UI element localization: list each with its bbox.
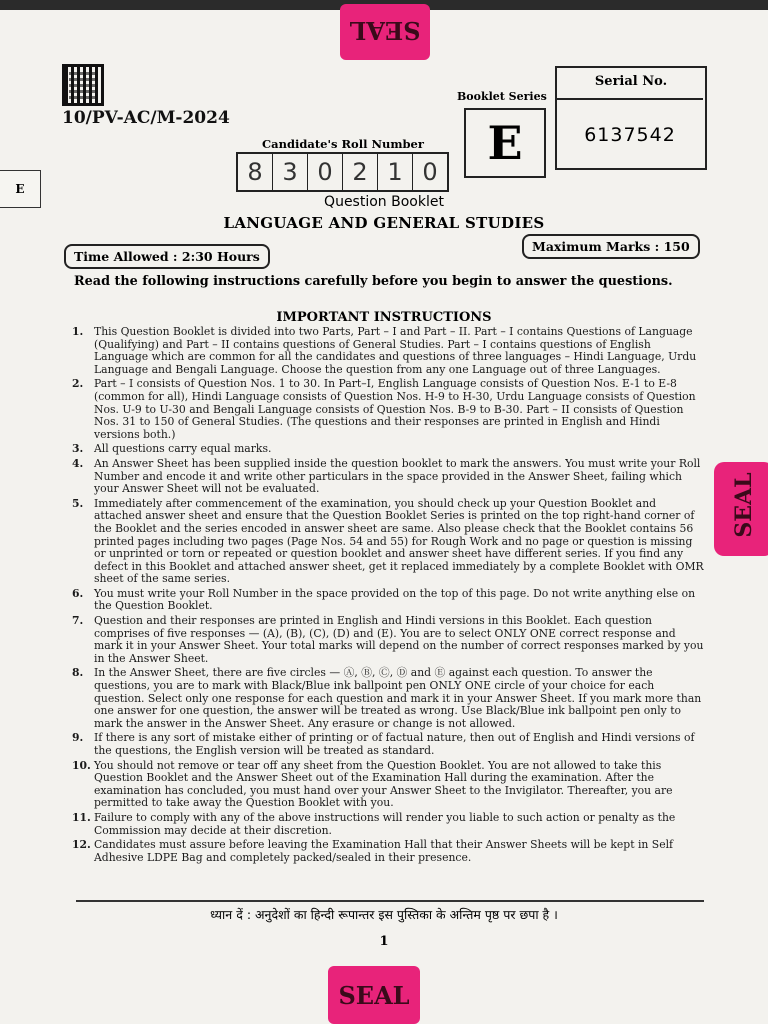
instruction-item	[72, 812, 704, 837]
instruction-text: If there is any sort of mistake either of printing or of factual nature, then out of English and Hindi versions of the questions, the English version will be treated as standard.	[94, 731, 695, 757]
instructions-heading: IMPORTANT INSTRUCTIONS	[276, 310, 492, 325]
serial-number-box	[555, 66, 707, 170]
instruction-item	[72, 378, 704, 441]
instruction-item	[72, 498, 704, 586]
instruction-number: 8.	[72, 666, 84, 680]
booklet-code: 10/PV-AC/M-2024	[62, 108, 230, 128]
instruction-number: 6.	[72, 586, 84, 600]
roll-number-label: Candidate's Roll Number	[262, 137, 424, 151]
instruction-number: 10.	[72, 758, 91, 772]
instruction-item	[72, 667, 704, 730]
instructions-list	[72, 326, 704, 866]
read-instructions-line: Read the following instructions carefully before you begin to answer the questions.	[74, 274, 673, 289]
serial-label: Serial No.	[594, 74, 668, 89]
seal-sticker-bottom: SEAL	[328, 966, 420, 1024]
instruction-item	[72, 732, 704, 757]
instruction-text: Failure to comply with any of the above instructions will render you liable to such action or penalty as the Commission may decide at their discretion.	[94, 810, 676, 837]
instruction-text: Part – I consists of Question Nos. 1 to 30. In Part–I, English Language consists of Question Nos. E-1 to E-8 (common for all), Hindi Language consists of Question Nos. H-9 to H-30, Urdu Language consists of Question Nos. U-9 to U-30 and Bengali Language consists of Question Nos. B-9 to B-30. Part – II consists of Question Nos. 31 to 150 of General Studies. (The questions and their responses are printed in English and Hindi versions both.)	[94, 377, 696, 441]
side-series-tab: E	[0, 170, 41, 208]
instruction-number: 11.	[72, 810, 91, 824]
instruction-text: All questions carry equal marks.	[94, 442, 272, 456]
hindi-note: ध्यान दें : अनुदेशों का हिन्दी रूपान्तर इस पुस्तिका के अन्तिम पृष्ठ पर छपा है ।	[210, 907, 558, 922]
booklet-series-box: E	[464, 108, 546, 178]
instruction-number: 4.	[72, 456, 84, 470]
instruction-text: In the Answer Sheet, there are five circles — Ⓐ, Ⓑ, Ⓒ, Ⓓ and Ⓔ against each question. To answer the questions, you are to mark with Black/Blue ink ballpoint pen ONLY ONE circle of your choice for each question. Select only one response for each question and mark it in your Answer Sheet. If you mark more than one answer for one question, the answer will be treated as wrong. Use Black/Blue ink ballpoint pen only to mark the answer in the Answer Sheet. Any erasure or change is not allowed.	[94, 666, 702, 730]
instruction-text: Candidates must assure before leaving the Examination Hall that their Answer Sheets will be kept in Self Adhesive LDPE Bag and completely packed/sealed in their presence.	[94, 838, 674, 864]
instruction-number: 12.	[72, 838, 91, 852]
instruction-text: You should not remove or tear off any sheet from the Question Booklet. You are not allowed to take this Question Booklet and the Answer Sheet out of the Examination Hall during the examination. After the examination has concluded, you must hand over your Answer Sheet to the Invigilator. Thereafter, you are permitted to take away the Question Booklet with you.	[94, 758, 673, 810]
instruction-text: You must write your Roll Number in the space provided on the top of this page. Do not write anything else on the Question Booklet.	[94, 586, 696, 613]
instruction-number: 2.	[72, 377, 84, 391]
roll-number-boxes[interactable]	[236, 152, 449, 192]
serial-number: 6137542	[557, 98, 703, 170]
instruction-number: 9.	[72, 731, 84, 745]
instruction-item	[72, 839, 704, 864]
instruction-item	[72, 326, 704, 376]
instruction-item	[72, 615, 704, 665]
qr-code-icon	[62, 64, 104, 106]
instruction-number: 7.	[72, 614, 84, 628]
instruction-text: This Question Booklet is divided into two Parts, Part – I and Part – II. Part – I contains Questions of Language (Qualifying) and Part – II contains questions of General Studies. Part – I contains questions of English Language which are common for all the candidates and questions of three languages – Hindi Language, Urdu Language and Bengali Language. Choose the question from any one Language out of three Languages.	[94, 325, 697, 376]
instruction-number: 1.	[72, 325, 84, 338]
instruction-text: An Answer Sheet has been supplied inside the question booklet to mark the answers. You must write your Roll Number and encode it and write other particulars in the space provided in the Answer Sheet, failing which your Answer Sheet will not be evaluated.	[94, 456, 701, 496]
booklet-series-label: Booklet Series	[457, 90, 547, 103]
divider	[76, 900, 704, 902]
maximum-marks: Maximum Marks : 150	[522, 234, 700, 259]
roll-digit[interactable]: 0	[422, 158, 438, 186]
instruction-item	[72, 588, 704, 613]
instruction-item	[72, 760, 704, 810]
time-allowed: Time Allowed : 2:30 Hours	[64, 244, 270, 269]
instruction-number: 5.	[72, 496, 84, 510]
seal-sticker-top: SEAL	[340, 4, 430, 60]
instruction-item	[72, 443, 704, 456]
roll-digit[interactable]: 2	[343, 154, 378, 190]
page-number: 1	[379, 934, 389, 949]
seal-sticker-right	[714, 462, 768, 556]
instruction-text: Immediately after commencement of the examination, you should check up your Question Booklet and attached answer sheet and ensure that the Question Booklet Series is printed on the top right-hand corner of the Booklet and the series encoded in answer sheet are same. Also please check that the Booklet contains 56 printed pages including two pages (Page Nos. 54 and 55) for Rough Work and no page or question is missing or unprinted or torn or repeated or question booklet and answer sheet have different series. If you find any defect in this Booklet and attached answer sheet, get it replaced immediately by a complete Booklet with OMR sheet of the same series.	[94, 496, 704, 586]
seal-right-text: SEAL	[731, 472, 757, 538]
roll-digit[interactable]: 3	[273, 154, 308, 190]
booklet-title: Question Booklet	[324, 194, 444, 210]
roll-digit[interactable]: 8	[238, 154, 273, 190]
roll-digit[interactable]: 0	[308, 154, 343, 190]
subject-title: LANGUAGE AND GENERAL STUDIES	[223, 214, 545, 232]
instruction-item	[72, 458, 704, 496]
roll-digit[interactable]: 1	[378, 154, 413, 190]
instruction-text: Question and their responses are printed in English and Hindi versions in this Booklet. Each question comprises of five responses — (A), (B), (C), (D) and (E). You are to select ONLY ONE correct response and mark it in your Answer Sheet. Your total marks will depend on the number of correct responses marked by you in the Answer Sheet.	[94, 614, 704, 665]
instruction-number: 3.	[72, 442, 84, 456]
